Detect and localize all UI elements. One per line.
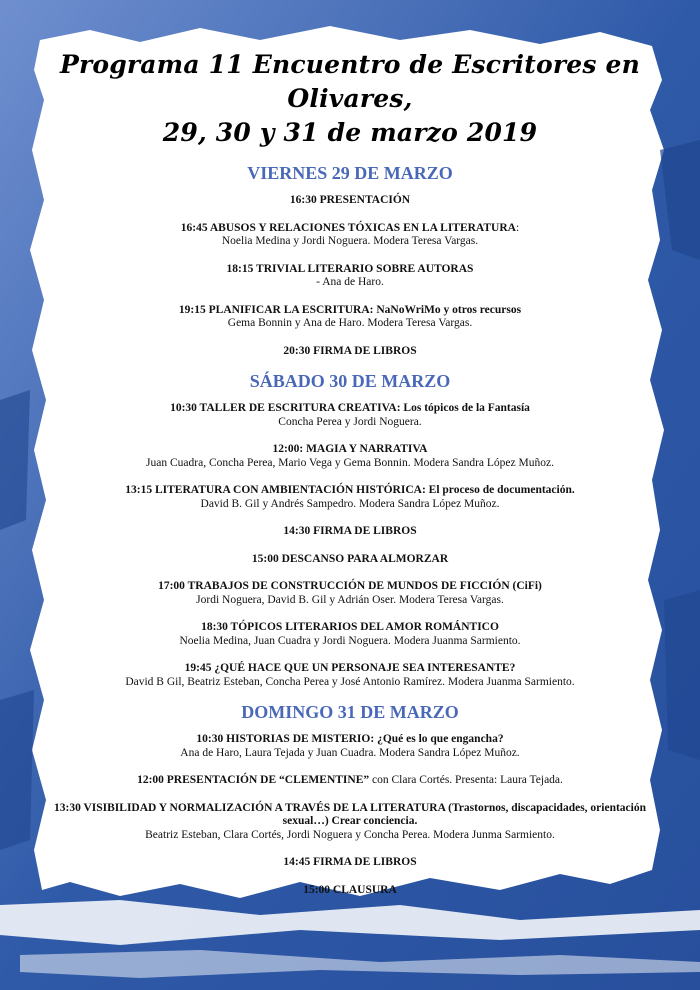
event-title: 13:15 LITERATURA CON AMBIENTACIÓN HISTÓRICA:: [125, 484, 426, 496]
event-saturday-7: [40, 621, 660, 648]
event-people: David B. Gil y Andrés Sampedro. Modera Sandra López Muñoz.: [200, 497, 500, 510]
event-people: Juan Cuadra, Concha Perea, Mario Vega y Gema Bonnin. Modera Sandra López Muñoz.: [146, 456, 554, 469]
day-heading-sunday: DOMINGO 31 DE MARZO: [241, 702, 459, 722]
program-title-line1: Programa 11 Encuentro de Escritores en Olivares,: [59, 50, 641, 113]
event-subtitle: El proceso de documentación.: [425, 484, 575, 496]
event-friday-4: [40, 304, 660, 331]
event-people: Noelia Medina y Jordi Noguera. Modera Teresa Vargas.: [221, 235, 479, 247]
event-sunday-4: [40, 856, 660, 870]
event-friday-3: [40, 263, 660, 290]
program-content: [40, 48, 660, 897]
event-friday-1: [40, 194, 660, 208]
event-title: 18:30 TÓPICOS LITERARIOS DEL AMOR ROMÁNTICO: [201, 621, 499, 633]
event-saturday-2: [40, 443, 660, 470]
event-title: 10:30 TALLER DE ESCRITURA CREATIVA:: [170, 402, 401, 414]
event-title: 17:00 TRABAJOS DE CONSTRUCCIÓN DE MUNDOS DE FICCIÓN (CiFi): [158, 580, 542, 592]
event-saturday-4: [40, 525, 660, 539]
event-title: 10:30 HISTORIAS DE MISTERIO:: [196, 733, 375, 745]
event-people: David B Gil, Beatriz Esteban, Concha Perea y José Antonio Ramírez. Modera Juanma Sarmiento.: [125, 675, 575, 688]
program-title-line2: 29, 30 y 31 de marzo 2019: [162, 118, 538, 147]
event-subtitle: Los tópicos de la Fantasía: [400, 402, 530, 414]
event-sunday-2: [40, 774, 660, 788]
event-title: 15:00 DESCANSO PARA ALMORZAR: [251, 552, 449, 565]
event-title: 12:00: MAGIA Y NARRATIVA: [272, 443, 428, 455]
event-people: Beatriz Esteban, Clara Cortés, Jordi Noguera y Concha Perea. Modera Junma Sarmiento.: [145, 828, 555, 841]
event-saturday-6: [40, 580, 660, 607]
event-title: 18:15 TRIVIAL LITERARIO SOBRE AUTORAS: [226, 262, 474, 275]
event-sunday-1: [40, 733, 660, 760]
event-saturday-8: [40, 662, 660, 689]
event-saturday-1: [40, 402, 660, 429]
event-people: Noelia Medina, Juan Cuadra y Jordi Noguera. Modera Juanma Sarmiento.: [179, 634, 521, 647]
event-sunday-3: [40, 802, 660, 843]
event-people: Jordi Noguera, David B. Gil y Adrián Oser. Modera Teresa Vargas.: [196, 593, 504, 606]
event-title: 19:15 PLANIFICAR LA ESCRITURA:: [178, 303, 374, 316]
event-people: Gema Bonnin y Ana de Haro. Modera Teresa Vargas.: [227, 317, 473, 329]
event-subtitle: NaNoWriMo y otros recursos: [373, 303, 522, 316]
event-saturday-3: [40, 484, 660, 511]
day-heading-saturday: SÁBADO 30 DE MARZO: [249, 371, 451, 391]
event-people: Concha Perea y Jordi Noguera.: [278, 415, 422, 428]
event-title: 20:30 FIRMA DE LIBROS: [283, 344, 417, 357]
event-subtitle: ¿Qué es lo que engancha?: [374, 733, 504, 745]
event-title: 19:45 ¿QUÉ HACE QUE UN PERSONAJE SEA INTERESANTE?: [184, 662, 516, 674]
event-subtitle: :: [515, 221, 520, 234]
event-subtitle: con Clara Cortés. Presenta: Laura Tejada.: [369, 774, 563, 786]
event-title: 16:45 ABUSOS Y RELACIONES TÓXICAS EN LA LITERATURA: [180, 221, 516, 234]
event-title: 13:30 VISIBILIDAD Y NORMALIZACIÓN A TRAVÉS DE LA LITERATURA (Trastornos, discapacidades, orientación sexual…) Crear conciencia.: [53, 801, 647, 827]
event-sunday-5: [40, 884, 660, 898]
event-friday-2: [40, 222, 660, 249]
event-saturday-5: [40, 553, 660, 567]
event-people: Ana de Haro, Laura Tejada y Juan Cuadra. Modera Sandra López Muñoz.: [180, 746, 520, 759]
event-title: 16:30 PRESENTACIÓN: [289, 194, 411, 206]
event-title: 14:45 FIRMA DE LIBROS: [283, 856, 417, 868]
event-title: 14:30 FIRMA DE LIBROS: [283, 525, 417, 537]
day-heading-friday: VIERNES 29 DE MARZO: [247, 163, 453, 183]
event-title: 12:00 PRESENTACIÓN DE “CLEMENTINE”: [137, 774, 370, 786]
event-title: 15:00 CLAUSURA: [303, 883, 397, 896]
event-friday-5: [40, 345, 660, 359]
event-people: - Ana de Haro.: [316, 276, 384, 288]
